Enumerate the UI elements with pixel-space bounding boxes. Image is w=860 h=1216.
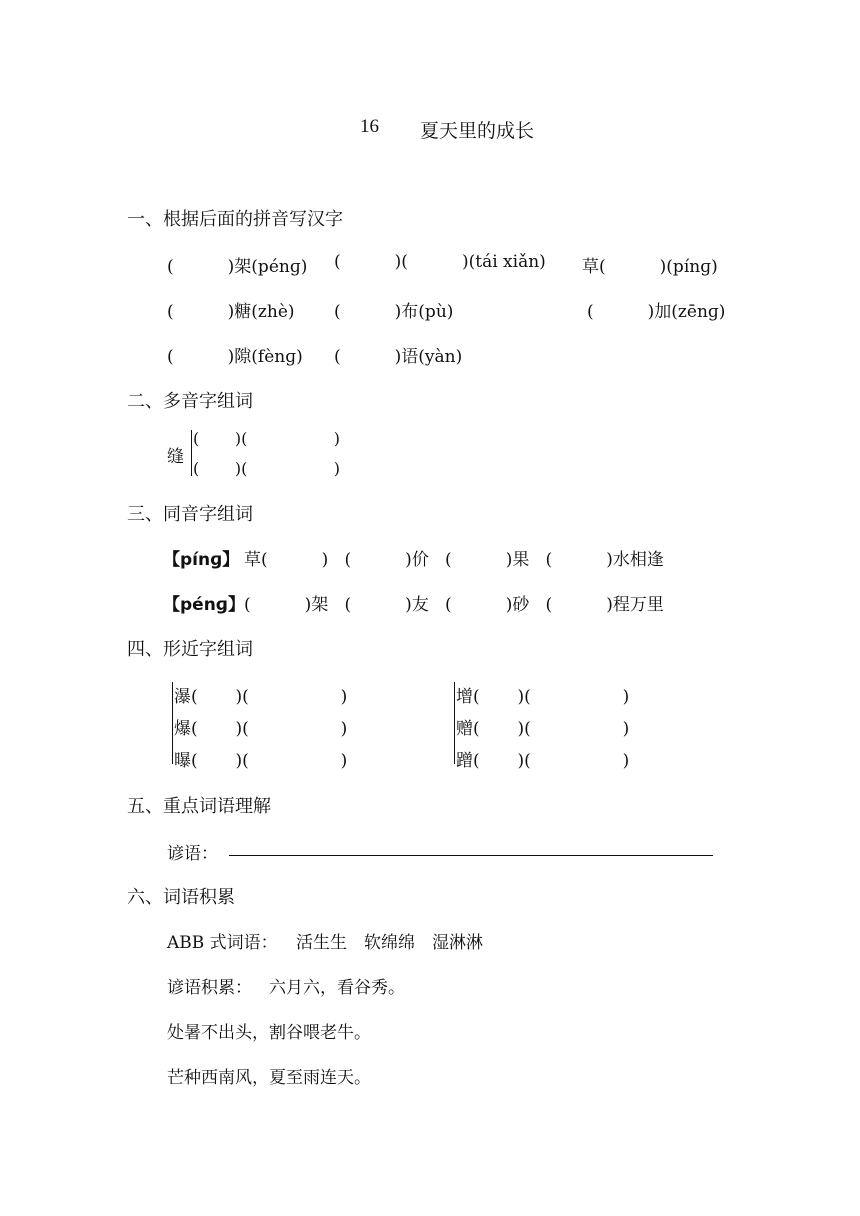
brace [191, 430, 192, 476]
section-6-heading: 六、词语积累 [127, 887, 235, 908]
s1-row3-item-b: ( )语(yàn) [334, 347, 463, 367]
similar-right-3: 蹭( )( ) [456, 751, 630, 771]
s1-row3-item-a: ( )隙(fènɡ) [167, 347, 303, 367]
s3-row1-text: 草( ) ( )价 ( )果 ( )水相逢 [244, 550, 664, 570]
similar-left-2: 爆( )( ) [174, 719, 348, 739]
abb-words: 活生生 软绵绵 湿淋淋 [296, 933, 483, 953]
answer-line [229, 855, 713, 856]
s1-row2-item-c: ( )加(zēnɡ) [587, 302, 726, 322]
similar-right-2: 赠( )( ) [456, 719, 630, 739]
polyphone-char: 缝 [167, 447, 184, 467]
s1-row1-item-c: 草( )(pínɡ) [582, 257, 718, 277]
brace-left [172, 682, 173, 764]
s1-row1-item-b: ( )( )(tái xiǎn) [334, 252, 546, 272]
section-3-heading: 三、同音字组词 [127, 504, 253, 525]
s1-row2-item-a: ( )糖(zhè) [167, 302, 295, 322]
s1-row1-item-a: ( )架(pénɡ) [167, 257, 308, 277]
section-2-heading: 二、多音字组词 [127, 391, 253, 412]
polyphone-line-2: ( )( ) [193, 459, 341, 478]
page-title: 夏天里的成长 [420, 120, 535, 142]
section-4-heading: 四、形近字组词 [127, 639, 253, 660]
s1-row2-item-b: ( )布(pù) [334, 302, 454, 322]
similar-left-3: 曝( )( ) [174, 751, 348, 771]
similar-left-1: 瀑( )( ) [174, 687, 348, 707]
proverb-2: 处暑不出头，割谷喂老牛。 [167, 1023, 371, 1043]
proverb-accum-label: 谚语积累： [167, 978, 252, 998]
proverb-1: 六月六，看谷秀。 [269, 978, 405, 998]
section-5-heading: 五、重点词语理解 [127, 796, 271, 817]
s3-row2-tag: 【pénɡ】 [163, 595, 245, 615]
brace-right [454, 682, 455, 764]
lesson-number: 16 [360, 116, 379, 137]
polyphone-line-1: ( )( ) [193, 429, 341, 448]
s3-row1-tag: 【pínɡ】 [163, 550, 240, 570]
proverb-label: 谚语： [167, 844, 218, 864]
proverb-3: 芒种西南风，夏至雨连天。 [167, 1068, 371, 1088]
s3-row2-text: ( )架 ( )友 ( )砂 ( )程万里 [244, 595, 664, 615]
similar-right-1: 增( )( ) [456, 687, 630, 707]
abb-label: ABB 式词语： [167, 933, 278, 953]
section-1-heading: 一、根据后面的拼音写汉字 [127, 209, 343, 230]
